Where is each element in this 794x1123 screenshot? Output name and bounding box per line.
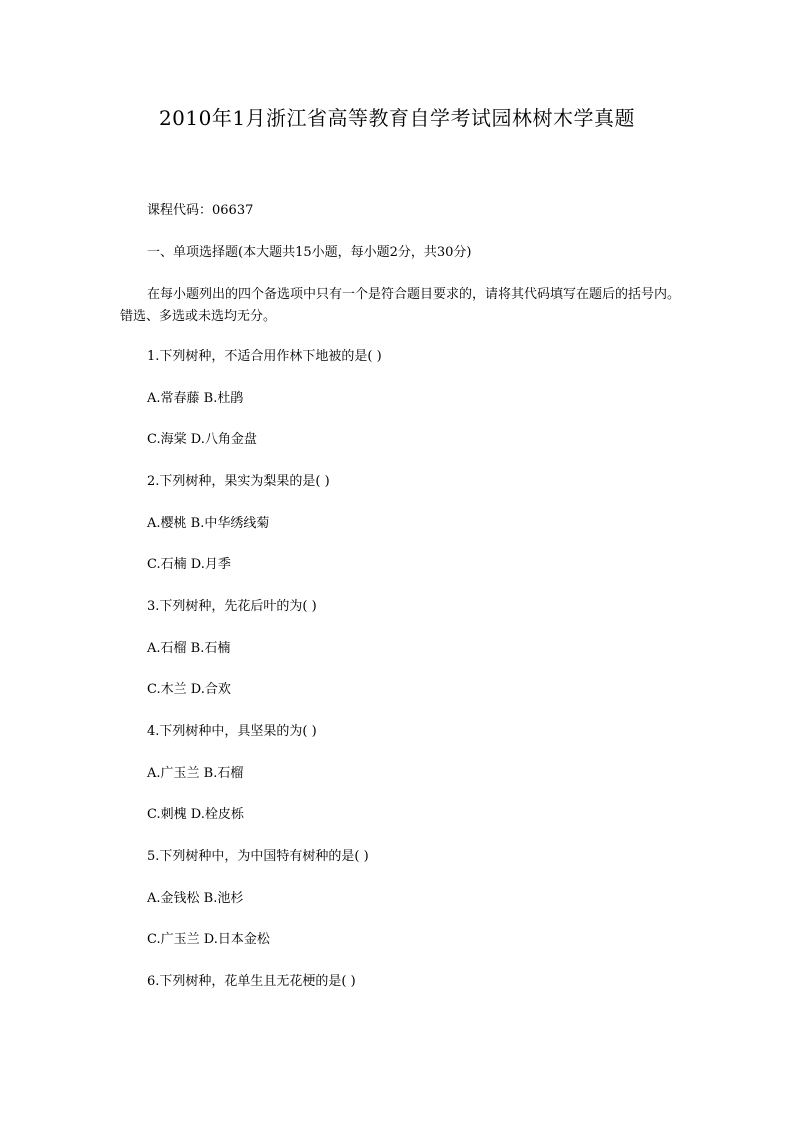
- instructions-paragraph: 在每小题列出的四个备选项中只有一个是符合题目要求的，请将其代码填写在题后的括号内。错选、多选或未选均无分。: [120, 287, 681, 324]
- question-stem: 6.下列树种，花单生且无花梗的是( ): [147, 974, 356, 989]
- question-options: C.海棠 D.八角金盘: [147, 432, 257, 447]
- question-options: C.石楠 D.月季: [147, 557, 231, 572]
- question-options: C.木兰 D.合欢: [147, 682, 231, 697]
- question-stem: 1.下列树种，不适合用作林下地被的是( ): [147, 349, 382, 364]
- question-options: A.樱桃 B.中华绣线菊: [147, 516, 270, 531]
- question-stem: 3.下列树种，先花后叶的为( ): [147, 599, 317, 614]
- question-options: C.刺槐 D.栓皮栎: [147, 807, 244, 822]
- question-stem: 4.下列树种中，具坚果的为( ): [147, 724, 317, 739]
- course-code: 课程代码：06637: [147, 203, 254, 218]
- question-options: C.广玉兰 D.日本金松: [147, 932, 270, 947]
- question-stem: 5.下列树种中，为中国特有树种的是( ): [147, 849, 369, 864]
- question-stem: 2.下列树种，果实为梨果的是( ): [147, 474, 330, 489]
- question-options: A.广玉兰 B.石榴: [147, 766, 244, 781]
- question-options: A.常春藤 B.杜鹃: [147, 391, 244, 406]
- section-heading: 一、单项选择题(本大题共15小题，每小题2分，共30分): [147, 245, 472, 260]
- question-options: A.金钱松 B.池杉: [147, 891, 244, 906]
- question-options: A.石榴 B.石楠: [147, 641, 231, 656]
- document-title: 2010年1月浙江省高等教育自学考试园林树木学真题: [158, 106, 636, 130]
